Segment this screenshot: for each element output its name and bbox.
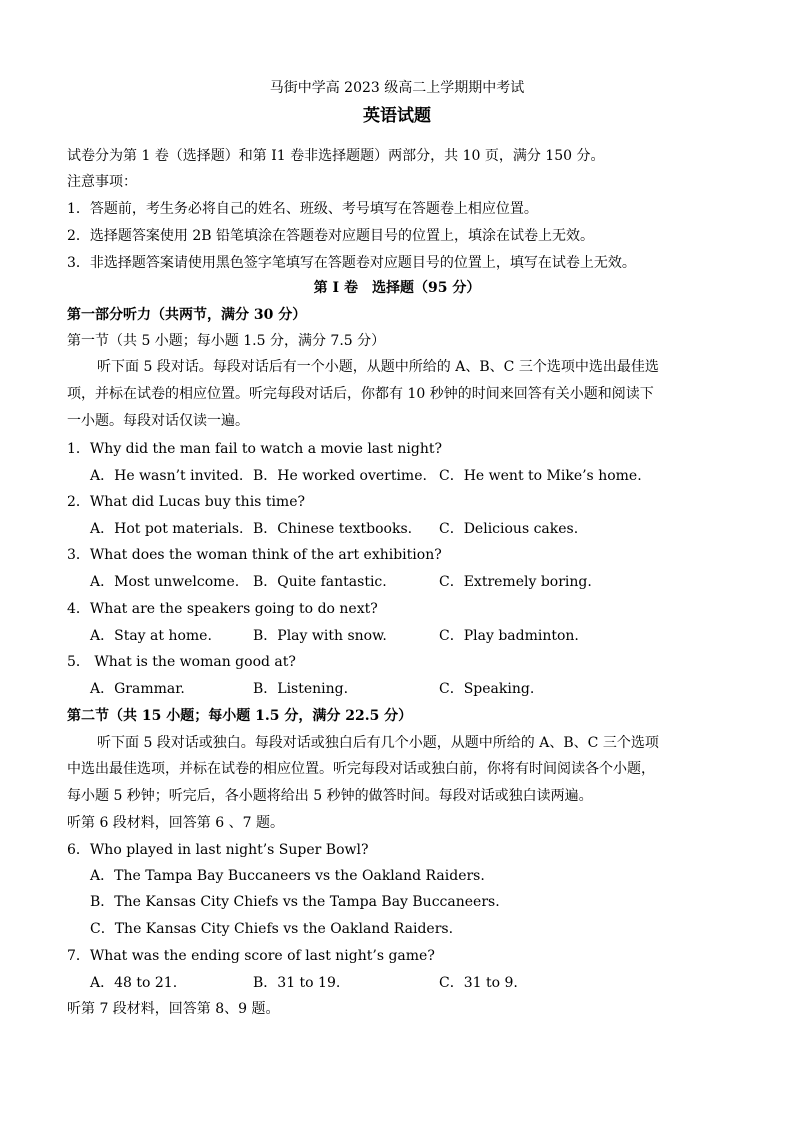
option-a: A．48 to 21.	[90, 975, 178, 991]
note-item: 1．答题前，考生务必将自己的姓名、班级、考号填写在答题卷上相应位置。	[67, 201, 538, 217]
option-c: C．Extremely boring.	[439, 574, 592, 590]
option-c: C．He went to Mike’s home.	[439, 468, 642, 484]
option-b: B．He worked overtime.	[253, 468, 427, 484]
question-text: 3．What does the woman think of the art exhibition?	[67, 547, 442, 563]
school-header: 马街中学高 2023 级高二上学期期中考试	[269, 80, 525, 96]
question-text: 7．What was the ending score of last night’s game?	[67, 948, 435, 964]
page-title: 英语试题	[363, 106, 431, 126]
material-heading: 听第 7 段材料，回答第 8、9 题。	[67, 1001, 280, 1017]
question-text: 4．What are the speakers going to do next?	[67, 601, 378, 617]
question-text: 5． What is the woman good at?	[67, 654, 296, 670]
notes-heading: 注意事项：	[67, 174, 137, 190]
question-text: 6．Who played in last night’s Super Bowl?	[67, 842, 369, 858]
option-c: C．Speaking.	[439, 681, 535, 697]
note-item: 2．选择题答案使用 2B 铅笔填涂在答题卷对应题目号的位置上，填涂在试卷上无效。	[67, 228, 595, 244]
volume-heading: 第 I 卷 选择题（95 分）	[313, 280, 481, 296]
note-item: 3．非选择题答案请使用黑色签字笔填写在答题卷对应题目号的位置上，填写在试卷上无效。	[67, 255, 636, 271]
section1-instruction: 项，并标在试卷的相应位置。听完每段对话后，你都有 10 秒钟的时间来回答有关小题和阅读下	[67, 386, 654, 402]
option-b: B．Listening.	[253, 681, 349, 697]
section2-heading: 第二节（共 15 小题；每小题 1.5 分，满分 22.5 分）	[67, 708, 413, 724]
option-b: B．Quite fantastic.	[253, 574, 387, 590]
option-b: B．Play with snow.	[253, 628, 387, 644]
option-b: B．The Kansas City Chiefs vs the Tampa Bay Buccaneers.	[90, 894, 500, 910]
option-a: A．Grammar.	[90, 681, 185, 697]
option-a: A．Most unwelcome.	[90, 574, 240, 590]
option-b: B．31 to 19.	[253, 975, 341, 991]
part1-heading: 第一部分听力（共两节，满分 30 分）	[67, 307, 307, 323]
option-c: C．The Kansas City Chiefs vs the Oakland Raiders.	[90, 921, 454, 937]
option-c: C．Play badminton.	[439, 628, 579, 644]
section2-instruction: 每小题 5 秒钟；听完后，各小题将给出 5 秒钟的做答时间。每段对话或独白读两遍。	[67, 788, 593, 804]
option-b: B．Chinese textbooks.	[253, 521, 413, 537]
option-c: C．31 to 9.	[439, 975, 518, 991]
option-a: A．Hot pot materials.	[90, 521, 244, 537]
intro-line: 试卷分为第 1 卷（选择题）和第 I1 卷非选择题题）两部分，共 10 页，满分 150 分。	[67, 148, 605, 164]
section2-instruction: 听下面 5 段对话或独白。每段对话或独白后有几个小题，从题中所给的 A、B、C 三个选项	[97, 735, 659, 751]
option-a: A．The Tampa Bay Buccaneers vs the Oakland Raiders.	[90, 868, 485, 884]
option-a: A．He wasn’t invited.	[90, 468, 244, 484]
section1-instruction: 一小题。每段对话仅读一遍。	[67, 413, 249, 429]
section2-instruction: 中选出最佳选项，并标在试卷的相应位置。听完每段对话或独白前，你将有时间阅读各个小题，	[67, 761, 655, 777]
option-c: C．Delicious cakes.	[439, 521, 579, 537]
material-heading: 听第 6 段材料，回答第 6 、7 题。	[67, 815, 284, 831]
question-text: 2．What did Lucas buy this time?	[67, 494, 305, 510]
section1-instruction: 听下面 5 段对话。每段对话后有一个小题，从题中所给的 A、B、C 三个选项中选出最佳选	[97, 359, 659, 375]
section1-heading: 第一节（共 5 小题；每小题 1.5 分，满分 7.5 分）	[67, 333, 386, 349]
question-text: 1．Why did the man fail to watch a movie last night?	[67, 441, 443, 457]
option-a: A．Stay at home.	[90, 628, 212, 644]
